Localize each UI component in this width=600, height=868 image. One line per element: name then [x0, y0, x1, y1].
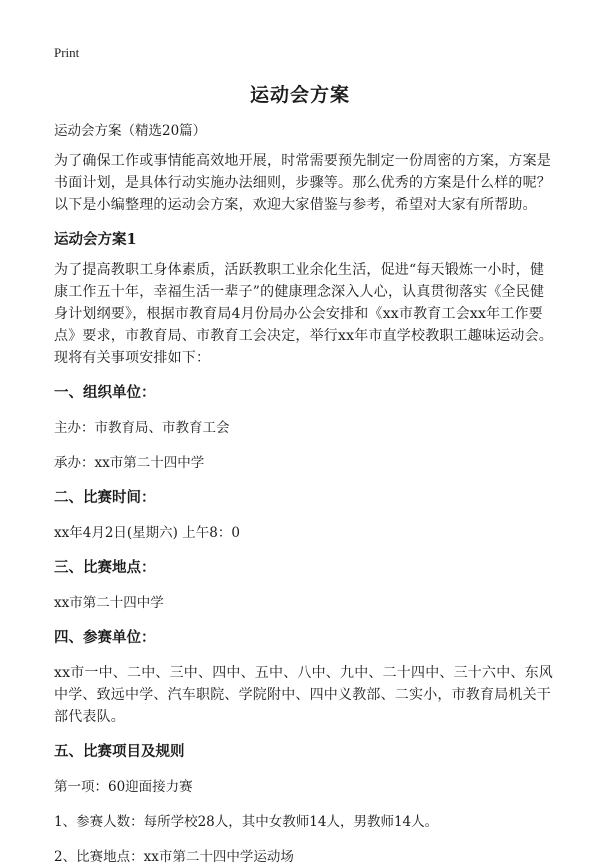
heading-units: 四、参赛单位： [54, 629, 156, 646]
units-paragraph: xx市一中、二中、三中、四中、五中、八中、九中、二十四中、三十六中、东风中学、致远中学、汽车职院、学院附中、四中义教部、二实小，市教育局机关干部代表队。 [54, 665, 553, 725]
place-line: xx市第二十四中学 [54, 595, 164, 611]
intro-paragraph: 为了确保工作或事情能高效地开展，时常需要预先制定一份周密的方案，方案是书面计划，是具体行动实施办法细则，步骤等。那么优秀的方案是什么样的呢？以下是小编整理的运动会方案，欢迎大家借鉴与参考，希望对大家有所帮助。 [54, 153, 551, 213]
time-line: xx年4月2日(星期六) 上午8：0 [54, 525, 240, 541]
host-line: 主办：市教育局、市教育工会 [54, 420, 230, 436]
heading-time: 二、比赛时间： [54, 489, 156, 506]
section-intro-paragraph: 为了提高教职工身体素质，活跃教职工业余化生活，促进“每天锻炼一小时，健康工作五十年，幸福生活一辈子”的健康理念深入人心，认真贯彻落实《全民健身计划纲要》，根据市教育局4月份局办公会安排和《xx市教育工会xx年工作要点》要求，市教育局、市教育工会决定，举行xx年市直学校教职工趣味运动会。现将有关事项安排如下： [54, 262, 553, 366]
rule-line-1: 1、参赛人数：每所学校28人，其中女教师14人，男教师14人。 [54, 814, 439, 830]
rule-line-2: 2、比赛地点：xx市第二十四中学运动场 [54, 849, 294, 865]
subtitle: 运动会方案（精选20篇） [54, 123, 207, 139]
heading-organizer: 一、组织单位： [54, 384, 156, 401]
organizer-line: 承办：xx市第二十四中学 [54, 455, 205, 471]
article-body [54, 120, 554, 868]
item-line: 第一项：60迎面接力赛 [54, 779, 193, 795]
heading-rules: 五、比赛项目及规则 [54, 743, 185, 760]
heading-place: 三、比赛地点： [54, 559, 156, 576]
section-title: 运动会方案1 [54, 231, 137, 248]
print-link[interactable]: Print [54, 45, 80, 60]
page-title: 运动会方案 [249, 84, 350, 106]
